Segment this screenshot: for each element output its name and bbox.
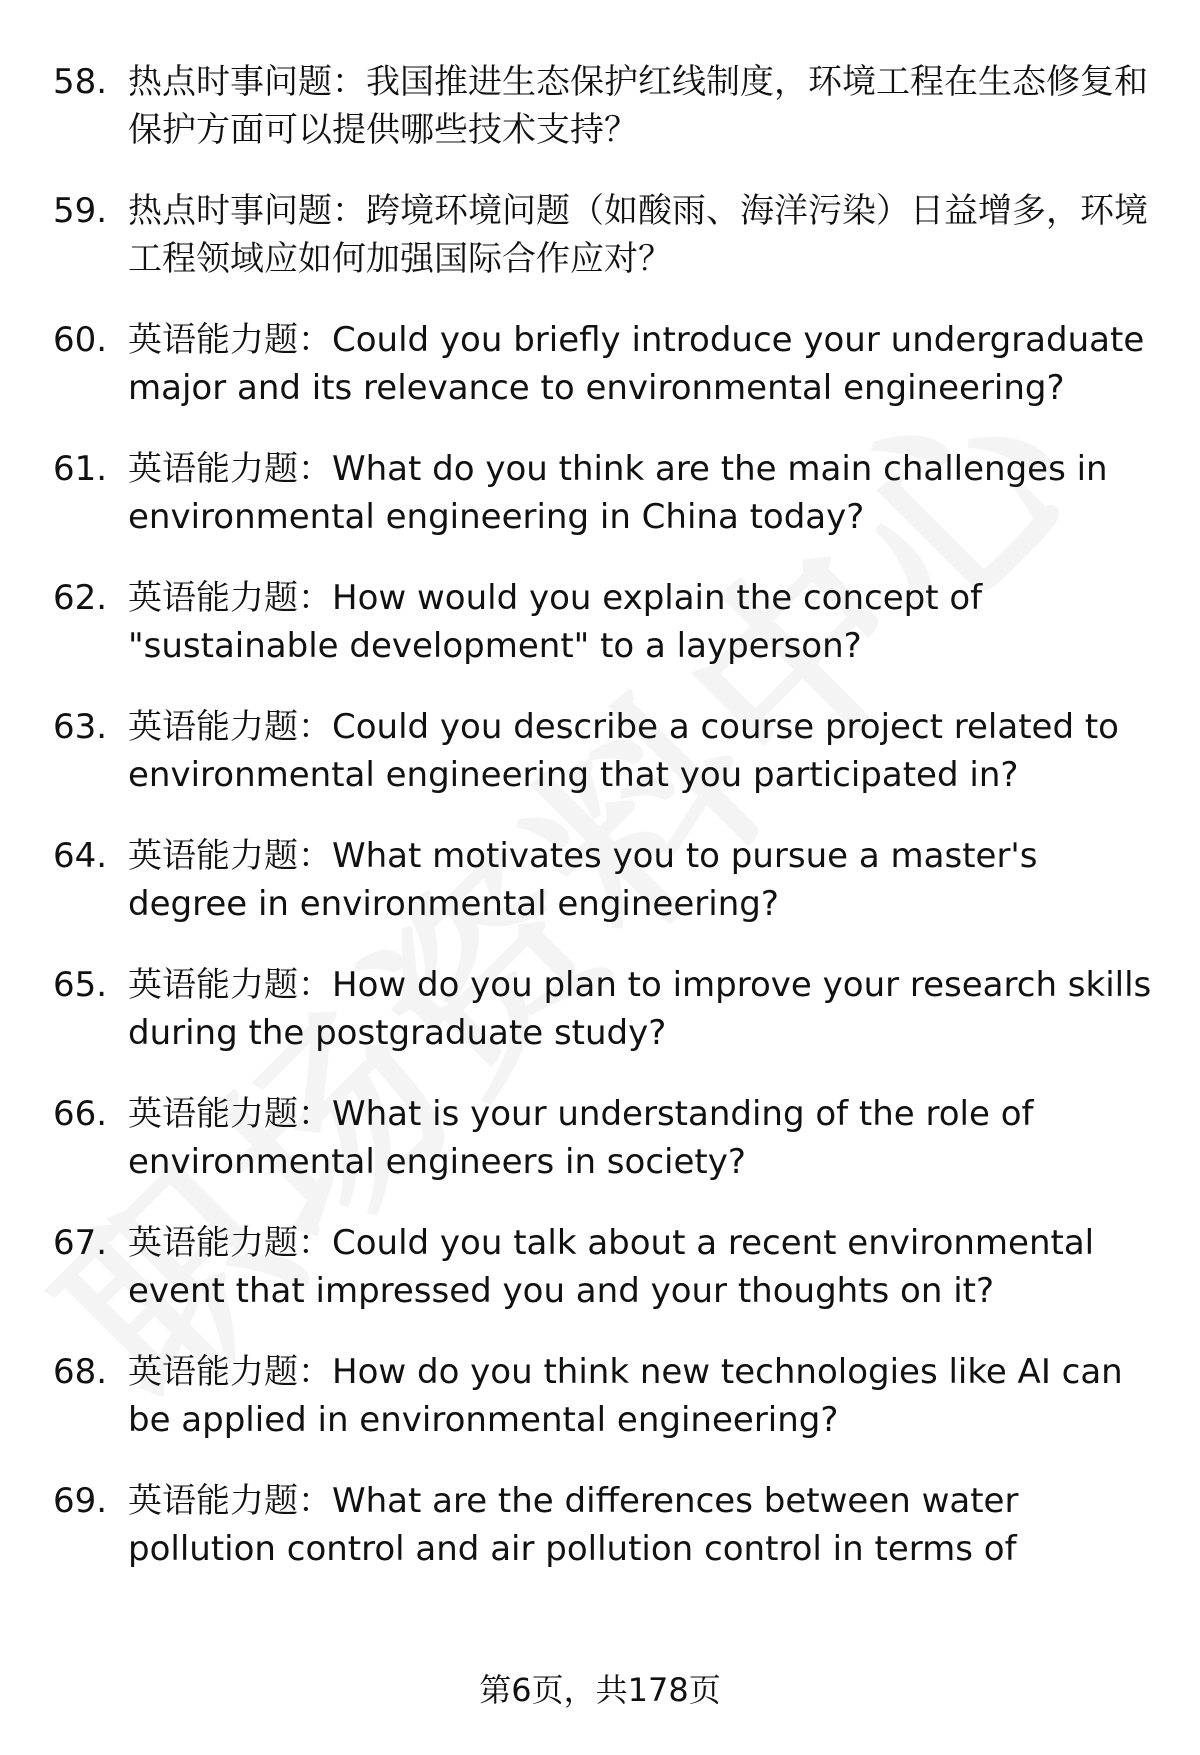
question-item (0, 1219, 1200, 1315)
question-text: 热点时事问题：跨境环境问题（如酸雨、海洋污染）日益增多，环境工程领域应如何加强国际合作应对？ (128, 191, 1148, 279)
question-item (0, 445, 1200, 541)
question-item (0, 187, 1200, 283)
question-number: 66. (53, 1094, 108, 1134)
question-text: 英语能力题：How would you explain the concept of "sustainable development" to a layperson? (128, 578, 983, 666)
question-number: 68. (53, 1352, 108, 1392)
question-number: 62. (53, 578, 108, 618)
question-number: 67. (53, 1223, 108, 1263)
question-text: 热点时事问题：我国推进生态保护红线制度，环境工程在生态修复和保护方面可以提供哪些技术支持？ (128, 62, 1148, 150)
question-item (0, 58, 1200, 154)
question-item (0, 574, 1200, 670)
question-number: 58. (53, 62, 108, 102)
question-text: 英语能力题：Could you describe a course project related to environmental engineering that you participated in? (128, 707, 1119, 795)
question-number: 59. (53, 191, 108, 231)
question-text: 英语能力题：What are the differences between water pollution control and air pollution control in terms of (128, 1481, 1019, 1569)
question-number: 65. (53, 965, 108, 1005)
question-text: 英语能力题：Could you briefly introduce your undergraduate major and its relevance to environmental engineering? (128, 320, 1145, 408)
question-text: 英语能力题：How do you think new technologies like AI can be applied in environmental engineering? (128, 1352, 1123, 1440)
question-item (0, 703, 1200, 799)
question-number: 60. (53, 320, 108, 360)
question-list (0, 58, 1200, 1606)
question-item (0, 1090, 1200, 1186)
question-text: 英语能力题：What do you think are the main challenges in environmental engineering in China today? (128, 449, 1108, 537)
question-item (0, 316, 1200, 412)
question-item (0, 832, 1200, 928)
question-item (0, 1477, 1200, 1573)
question-text: 英语能力题：What motivates you to pursue a master's degree in environmental engineering? (128, 836, 1038, 924)
page-footer: 第6页，共178页 (479, 1671, 721, 1709)
question-number: 63. (53, 707, 108, 747)
question-item (0, 961, 1200, 1057)
question-text: 英语能力题：What is your understanding of the role of environmental engineers in society? (128, 1094, 1034, 1182)
question-number: 69. (53, 1481, 108, 1521)
question-text: 英语能力题：Could you talk about a recent environmental event that impressed you and your thoughts on it? (128, 1223, 1095, 1311)
question-number: 61. (53, 449, 108, 489)
question-text: 英语能力题：How do you plan to improve your research skills during the postgraduate study? (128, 965, 1152, 1053)
question-number: 64. (53, 836, 108, 876)
question-item (0, 1348, 1200, 1444)
